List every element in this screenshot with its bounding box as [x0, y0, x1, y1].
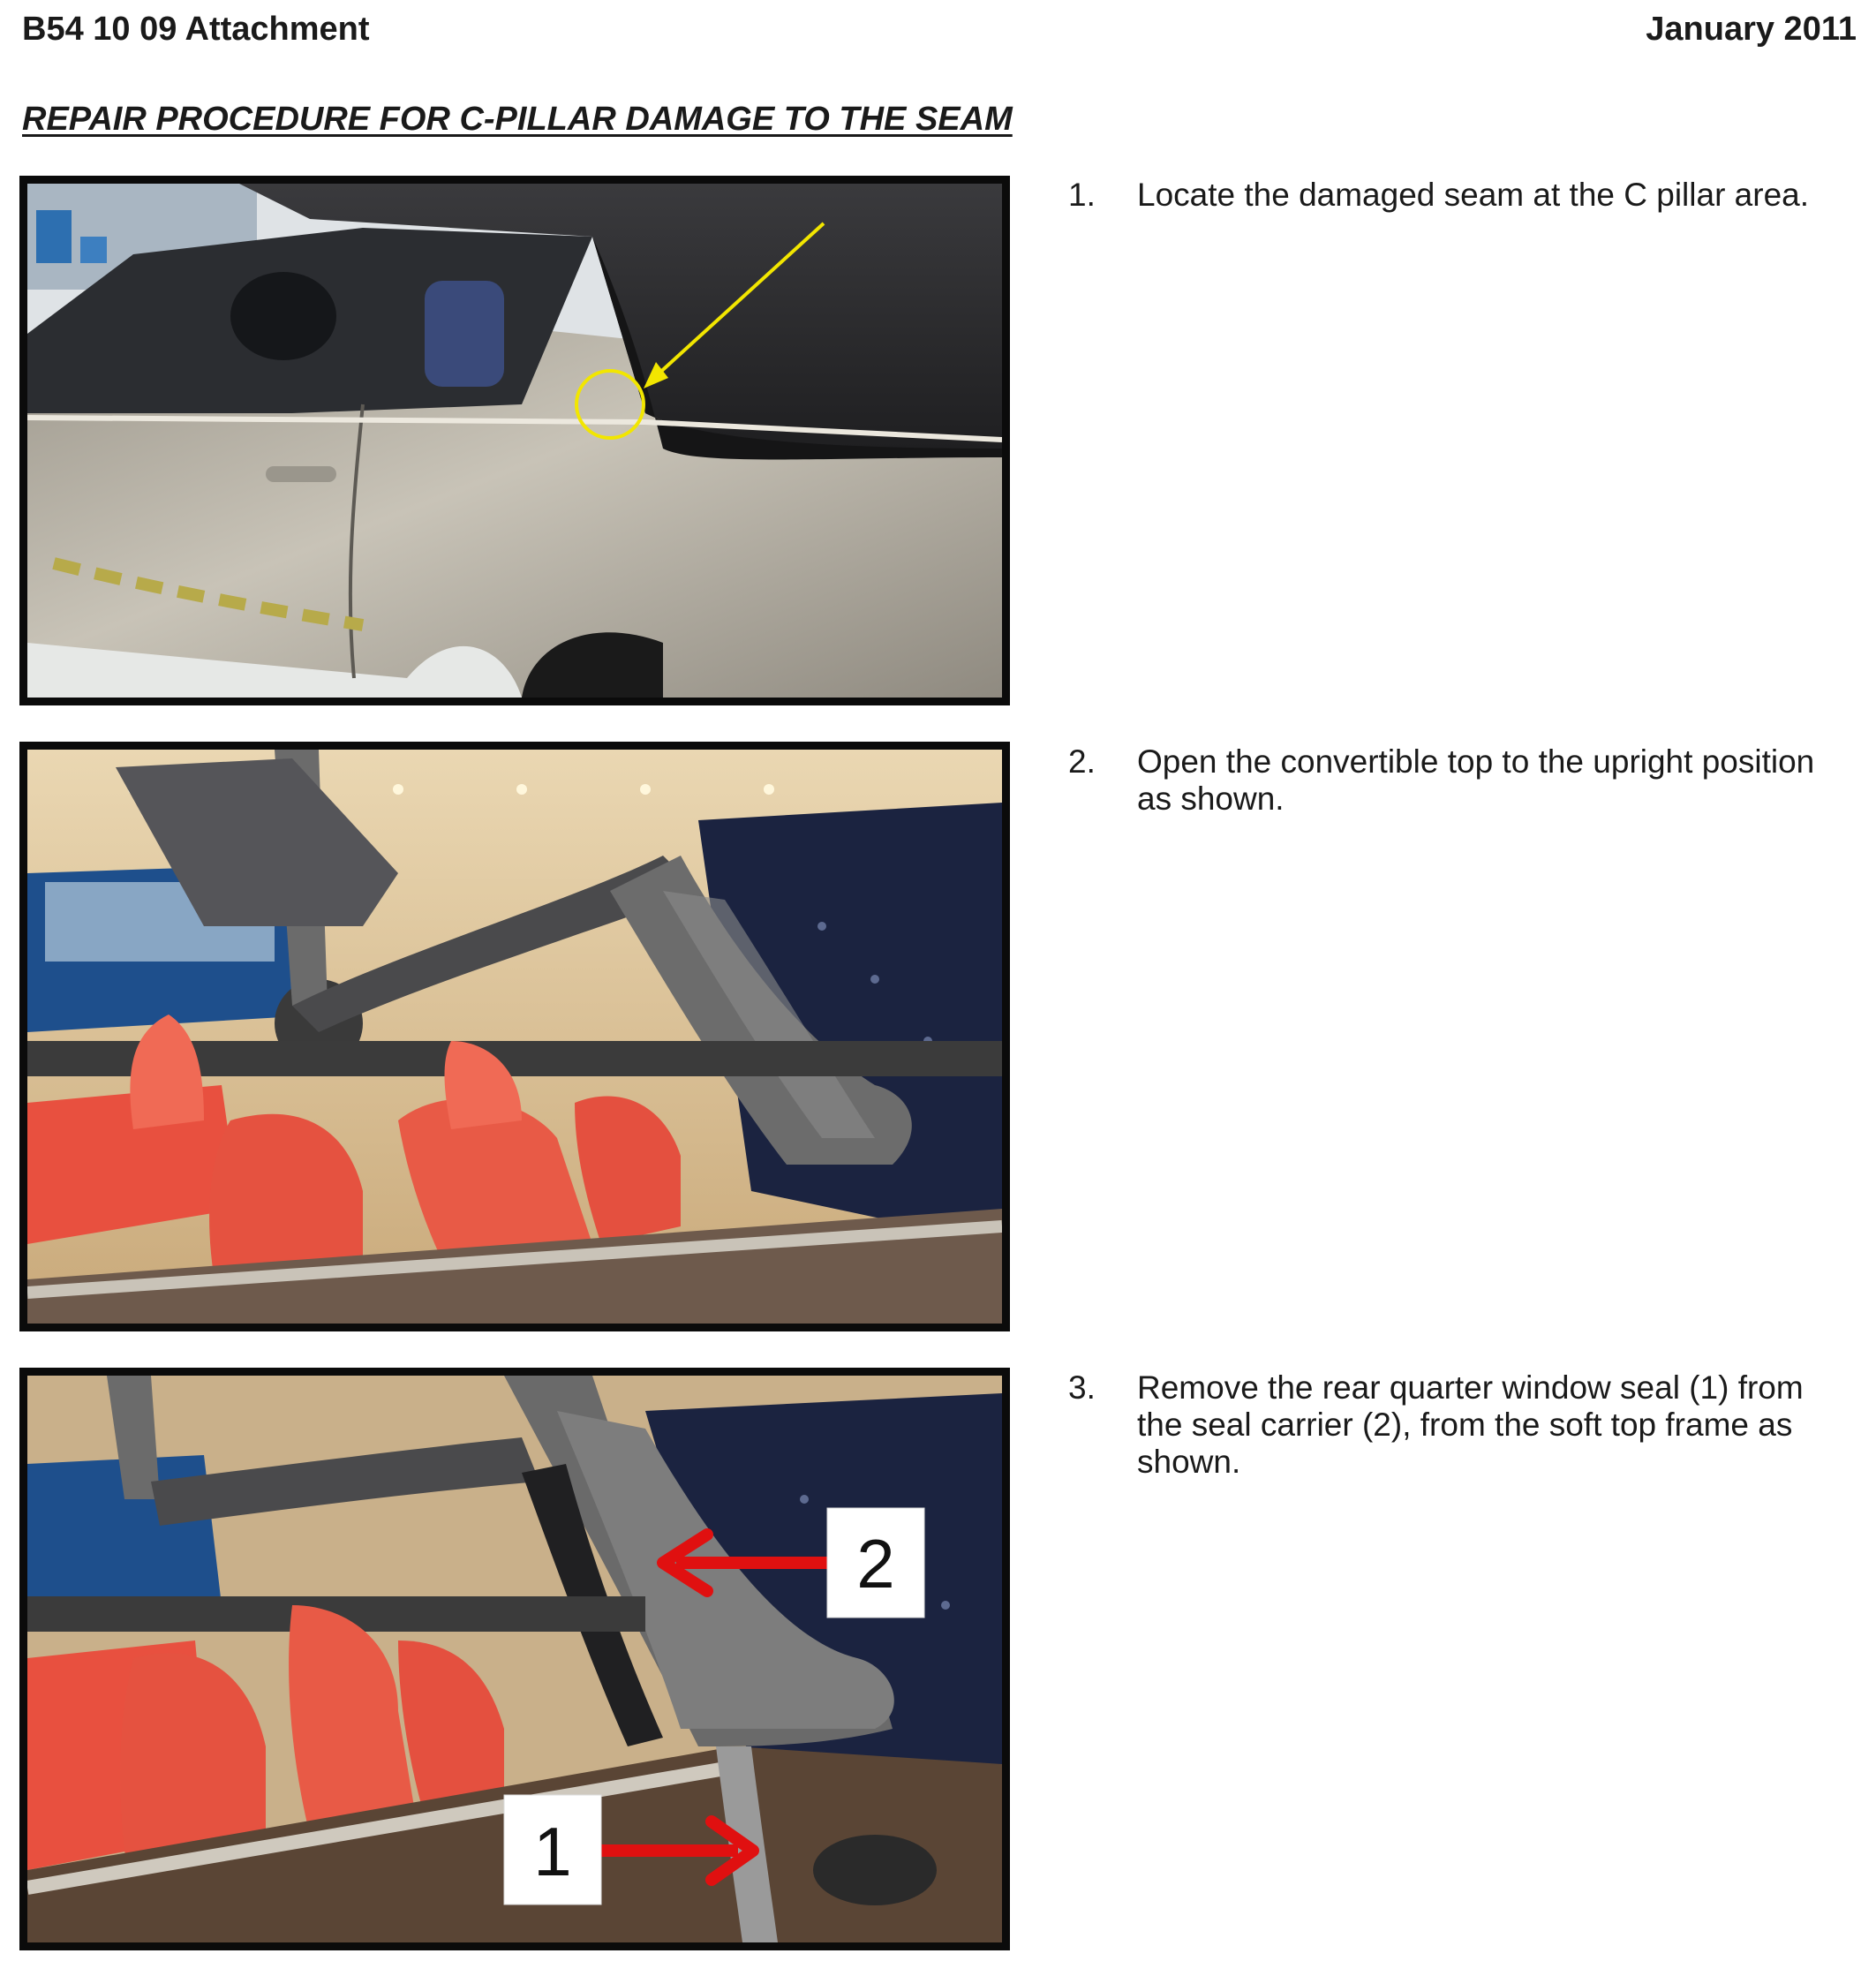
step-1-text: Locate the damaged seam at the C pillar area. — [1137, 177, 1810, 213]
photo-seal-removal-image — [27, 1376, 1002, 1942]
document-id: B54 10 09 Attachment — [22, 11, 370, 48]
document-date: January 2011 — [1646, 11, 1857, 48]
step-2-number: 2. — [1068, 743, 1096, 780]
step-2-text: Open the convertible top to the upright position as shown. — [1137, 743, 1815, 817]
photo-c-pillar-seam-image — [27, 184, 1002, 698]
photo-c-pillar-seam — [19, 176, 1010, 705]
callout-label-1: 1 — [533, 1813, 572, 1890]
step-1 — [1068, 177, 1845, 214]
step-3-number: 3. — [1068, 1369, 1096, 1406]
photo-seal-removal — [19, 1368, 1010, 1950]
step-3 — [1068, 1369, 1845, 1481]
photo-top-upright-image — [27, 750, 1002, 1324]
step-1-number: 1. — [1068, 177, 1096, 213]
photo-top-upright — [19, 742, 1010, 1331]
page-title: REPAIR PROCEDURE FOR C-PILLAR DAMAGE TO THE SEAM — [22, 101, 1013, 138]
callout-label-2: 2 — [856, 1525, 895, 1603]
step-2 — [1068, 743, 1845, 818]
step-3-text: Remove the rear quarter window seal (1) from the seal carrier (2), from the soft top frame as shown. — [1137, 1369, 1804, 1480]
